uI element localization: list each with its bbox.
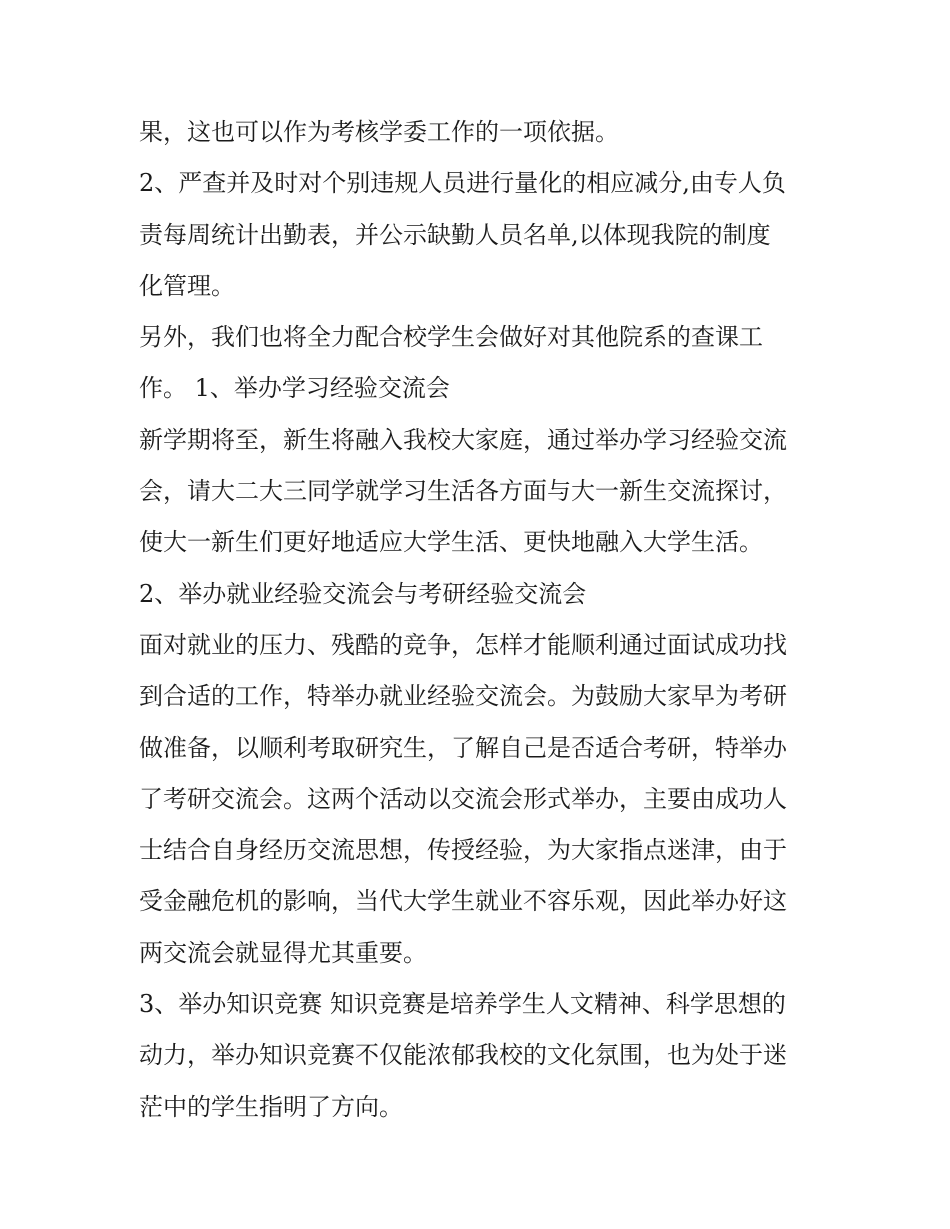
text-line: 到合适的工作，特举办就业经验交流会。为鼓励大家早为考研 bbox=[139, 682, 787, 711]
text-line: 动力，举办知识竞赛不仅能浓郁我校的文化氛围，也为处于迷 bbox=[139, 1041, 787, 1070]
text-line: 两交流会就显得尤其重要。 bbox=[139, 938, 427, 967]
text-line: 面对就业的压力、残酷的竞争，怎样才能顺利通过面试成功找 bbox=[139, 630, 787, 659]
text-line: 会，请大二大三同学就学习生活各方面与大一新生交流探讨， bbox=[139, 477, 787, 506]
text-line: 士结合自身经历交流思想，传授经验，为大家指点迷津，由于 bbox=[139, 836, 787, 865]
document-body bbox=[139, 107, 819, 1133]
text-line: 2、严查并及时对个别违规人员进行量化的相应减分,由专人负 bbox=[139, 169, 786, 198]
text-line: 使大一新生们更好地适应大学生活、更快地融入大学生活。 bbox=[139, 528, 763, 557]
text-line: 另外，我们也将全力配合校学生会做好对其他院系的查课工 bbox=[139, 323, 763, 352]
text-line: 2、举办就业经验交流会与考研经验交流会 bbox=[139, 579, 587, 608]
text-line: 果，这也可以作为考核学委工作的一项依据。 bbox=[139, 118, 619, 146]
text-line: 新学期将至，新生将融入我校大家庭，通过举办学习经验交流 bbox=[139, 425, 787, 454]
text-line: 受金融危机的影响，当代大学生就业不容乐观，因此举办好这 bbox=[139, 887, 787, 916]
text-line: 了考研交流会。这两个活动以交流会形式举办，主要由成功人 bbox=[139, 784, 787, 813]
text-line: 作。 1、举办学习经验交流会 bbox=[139, 374, 450, 403]
text-line: 责每周统计出勤表，并公示缺勤人员名单,以体现我院的制度 bbox=[139, 220, 771, 249]
text-line: 3、举办知识竞赛 知识竞赛是培养学生人文精神、科学思想的 bbox=[139, 990, 786, 1019]
text-line: 做准备，以顺利考取研究生，了解自己是否适合考研，特举办 bbox=[139, 733, 787, 762]
text-line: 茫中的学生指明了方向。 bbox=[139, 1092, 403, 1121]
text-line: 化管理。 bbox=[139, 271, 235, 300]
